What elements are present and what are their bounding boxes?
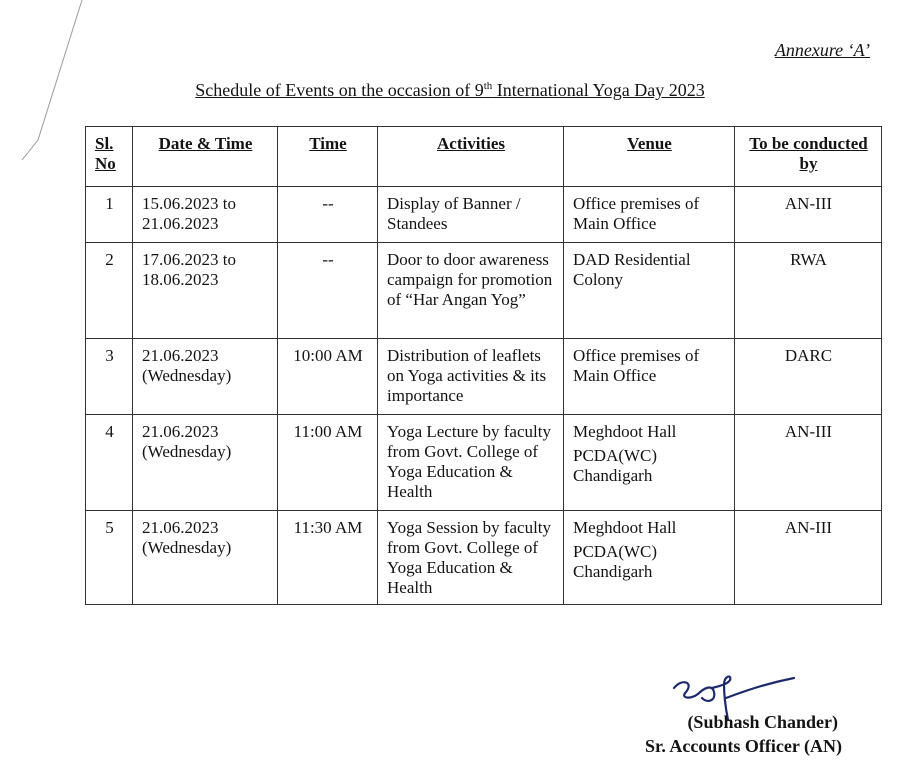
venue-line: Office premises of Main Office	[573, 194, 700, 233]
title-text-part2: International Yoga Day 2023	[492, 80, 705, 100]
header-date-time: Date & Time	[133, 127, 278, 187]
cell-activity: Door to door awareness campaign for promotion of “Har Angan Yog”	[378, 243, 564, 339]
table-row	[86, 339, 882, 415]
document-title	[0, 80, 900, 101]
cell-conducted-by: DARC	[735, 339, 882, 415]
cell-time: 10:00 AM	[278, 339, 378, 415]
header-activities: Activities	[378, 127, 564, 187]
cell-activity: Yoga Session by faculty from Govt. College of Yoga Education & Health	[378, 511, 564, 605]
cell-sl-no: 1	[86, 187, 133, 243]
cell-time: --	[278, 243, 378, 339]
venue-line: Office premises of Main Office	[573, 346, 700, 385]
cell-venue	[564, 415, 735, 511]
signatory-name: (Subhash Chander)	[687, 712, 838, 732]
cell-date: 21.06.2023 (Wednesday)	[133, 415, 278, 511]
cell-conducted-by: AN-III	[735, 415, 882, 511]
cell-date: 17.06.2023 to 18.06.2023	[133, 243, 278, 339]
cell-time: --	[278, 187, 378, 243]
cell-time: 11:00 AM	[278, 415, 378, 511]
header-sl-no: Sl. No	[86, 127, 133, 187]
venue-line: Meghdoot Hall	[573, 422, 677, 441]
cell-venue	[564, 187, 735, 243]
cell-activity: Display of Banner / Standees	[378, 187, 564, 243]
table-row	[86, 511, 882, 605]
cell-time: 11:30 AM	[278, 511, 378, 605]
events-schedule-table	[85, 126, 882, 605]
cell-date: 15.06.2023 to 21.06.2023	[133, 187, 278, 243]
cell-activity: Yoga Lecture by faculty from Govt. College of Yoga Education & Health	[378, 415, 564, 511]
cell-sl-no: 2	[86, 243, 133, 339]
title-text-part1: Schedule of Events on the occasion of 9	[195, 80, 484, 100]
header-conducted-by: To be conducted by	[735, 127, 882, 187]
cell-conducted-by: RWA	[735, 243, 882, 339]
table-row	[86, 415, 882, 511]
header-time: Time	[278, 127, 378, 187]
venue-line: PCDA(WC) Chandigarh	[573, 446, 658, 485]
cell-conducted-by: AN-III	[735, 187, 882, 243]
venue-line: PCDA(WC) Chandigarh	[573, 542, 658, 581]
cell-conducted-by: AN-III	[735, 511, 882, 605]
cell-date: 21.06.2023 (Wednesday)	[133, 511, 278, 605]
cell-activity: Distribution of leaflets on Yoga activities & its importance	[378, 339, 564, 415]
annexure-label: Annexure ‘A’	[774, 40, 870, 60]
cell-venue	[564, 511, 735, 605]
venue-line: Meghdoot Hall	[573, 518, 677, 537]
title-superscript: th	[483, 80, 493, 92]
table-row	[86, 187, 882, 243]
venue-line: DAD Residential Colony	[573, 250, 691, 289]
table-header-row	[86, 127, 882, 187]
cell-sl-no: 3	[86, 339, 133, 415]
cell-venue	[564, 243, 735, 339]
header-venue: Venue	[564, 127, 735, 187]
table-row	[86, 243, 882, 339]
signatory-designation: Sr. Accounts Officer (AN)	[645, 736, 842, 756]
cell-venue	[564, 339, 735, 415]
cell-date: 21.06.2023 (Wednesday)	[133, 339, 278, 415]
cell-sl-no: 4	[86, 415, 133, 511]
cell-sl-no: 5	[86, 511, 133, 605]
